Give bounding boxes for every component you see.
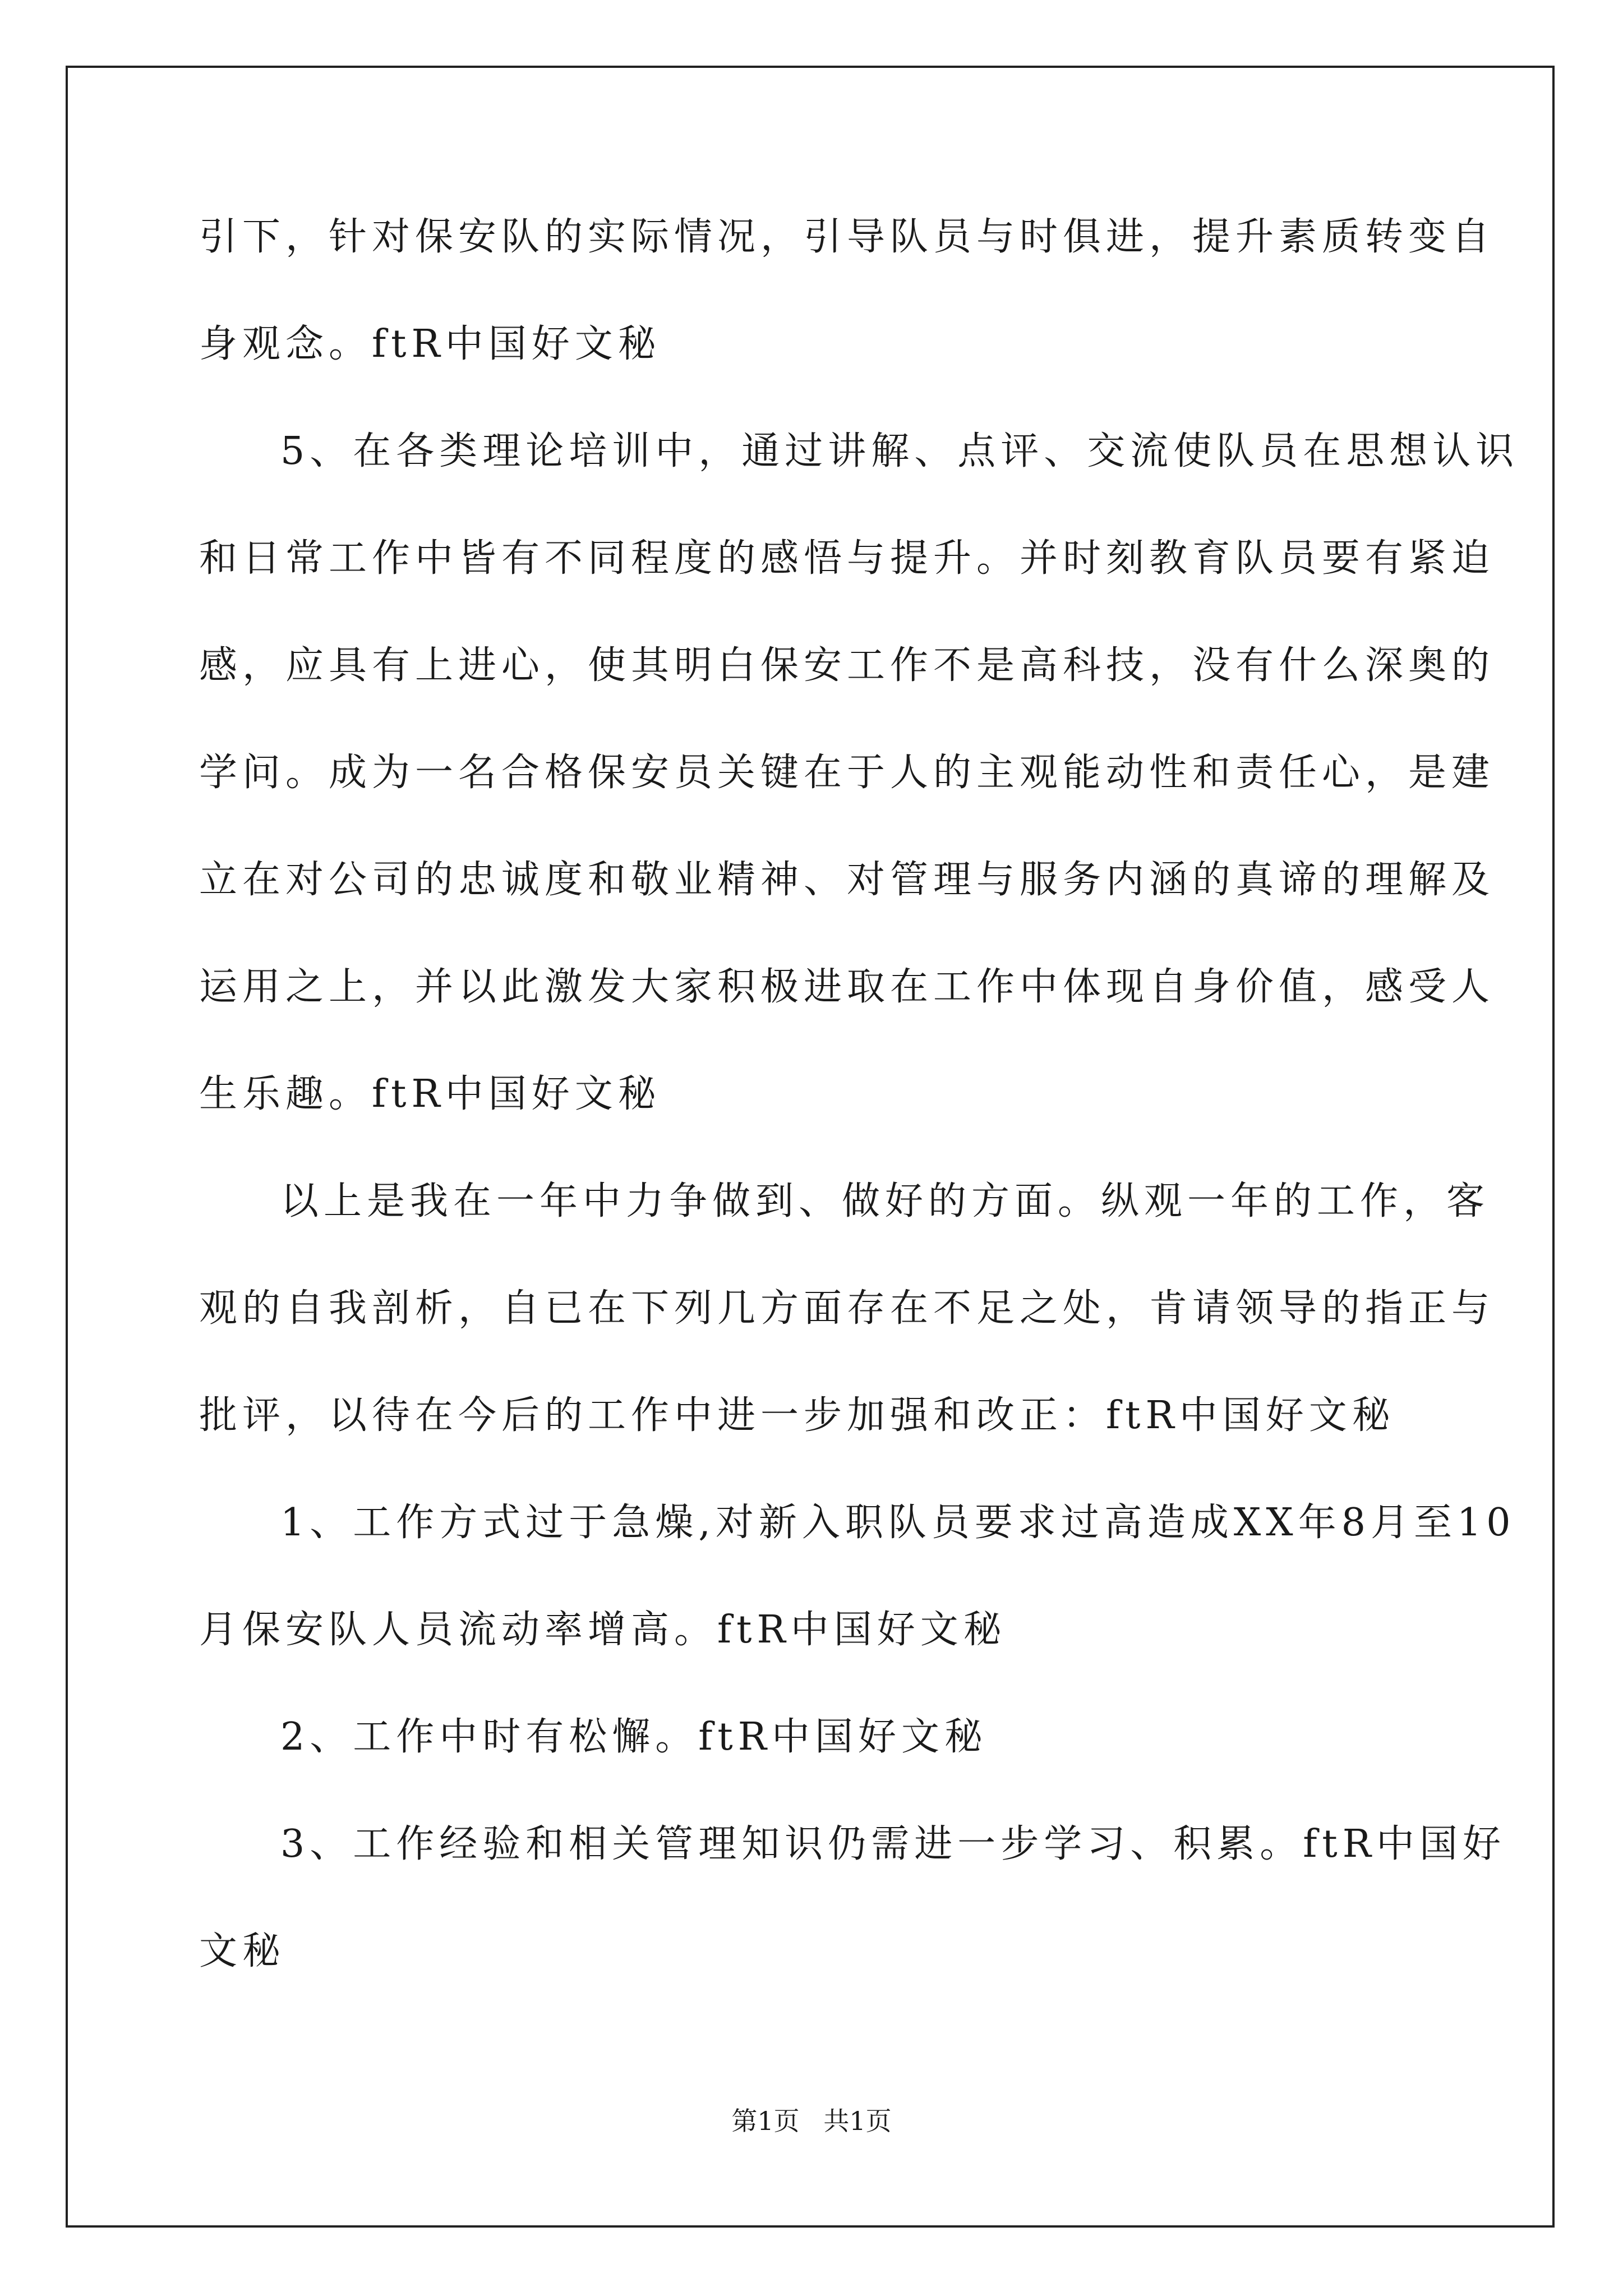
text-line: 身观念。ftR中国好文秘 bbox=[199, 322, 661, 366]
text-line: 文秘 bbox=[199, 1929, 286, 1973]
text-line: 批评，以待在今后的工作中进一步加强和改正：ftR中国好文秘 bbox=[199, 1393, 1395, 1438]
text-line: 和日常工作中皆有不同程度的感悟与提升。并时刻教育队员要有紧迫 bbox=[199, 536, 1495, 581]
text-line: 1、工作方式过于急燥,对新入职队员要求过高造成XX年8月至10 bbox=[280, 1501, 1516, 1545]
text-line: 学问。成为一名合格保安员关键在于人的主观能动性和责任心，是建 bbox=[199, 751, 1495, 795]
text-line: 引下，针对保安队的实际情况，引导队员与时俱进，提升素质转变自 bbox=[199, 215, 1495, 259]
text-line: 生乐趣。ftR中国好文秘 bbox=[199, 1072, 661, 1116]
page-total: 共1页 bbox=[823, 2106, 892, 2136]
text-line: 月保安队人员流动率增高。ftR中国好文秘 bbox=[199, 1608, 1007, 1652]
text-line: 5、在各类理论培训中，通过讲解、点评、交流使队员在思想认识 bbox=[280, 429, 1519, 473]
text-line: 观的自我剖析，自已在下列几方面存在不足之处，肯请领导的指正与 bbox=[199, 1286, 1495, 1331]
text-line: 运用之上，并以此激发大家积极进取在工作中体现自身价值，感受人 bbox=[199, 965, 1495, 1009]
text-line: 2、工作中时有松懈。ftR中国好文秘 bbox=[280, 1715, 988, 1759]
text-line: 立在对公司的忠诚度和敬业精神、对管理与服务内涵的真谛的理解及 bbox=[199, 858, 1495, 902]
text-line: 3、工作经验和相关管理知识仍需进一步学习、积累。ftR中国好 bbox=[280, 1822, 1506, 1866]
document-body bbox=[199, 215, 1519, 2039]
text-line: 以上是我在一年中力争做到、做好的方面。纵观一年的工作，客 bbox=[280, 1179, 1490, 1223]
page-footer bbox=[0, 2107, 1623, 2135]
page-number: 第1页 bbox=[731, 2106, 800, 2136]
text-line: 感，应具有上进心，使其明白保安工作不是高科技，没有什么深奥的 bbox=[199, 643, 1495, 688]
